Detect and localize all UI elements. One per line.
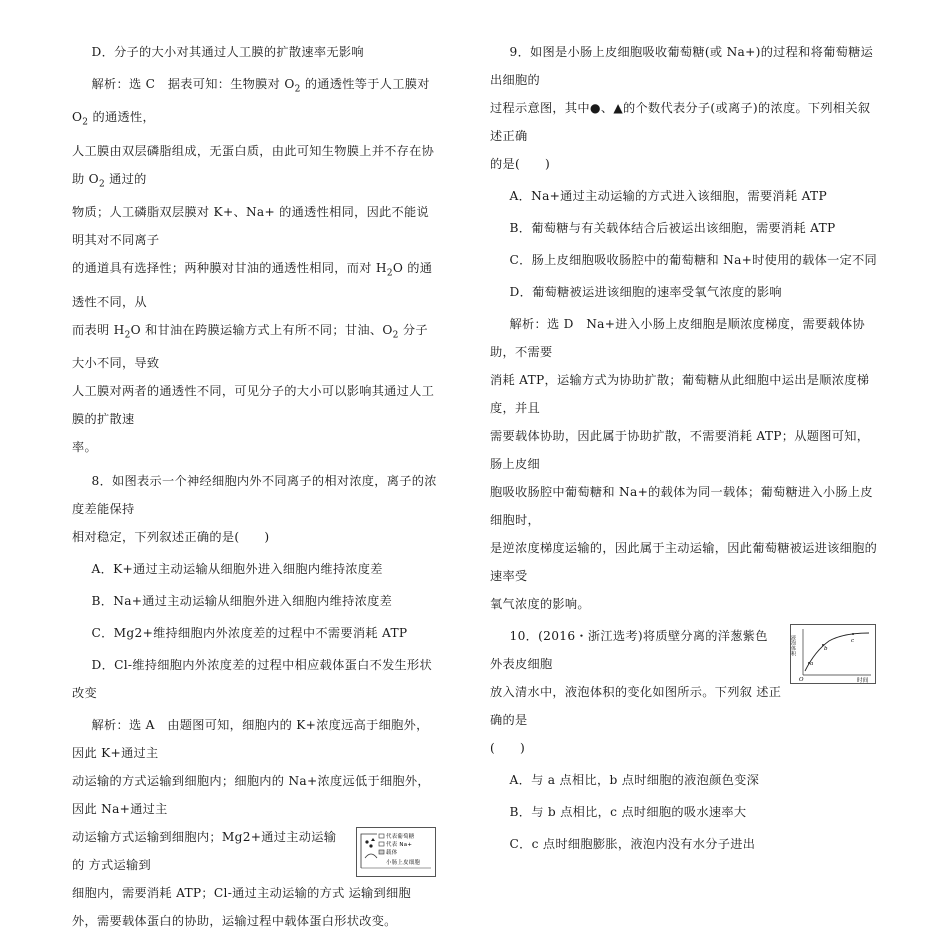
explanation-line: 的通道具有选择性；两种膜对甘油的通透性相同，而对 $H_2O$ 的通透性不同，从 (72, 261, 433, 309)
left-column (72, 38, 440, 935)
q10-option-c: C．c 点时细胞膨胀，液泡内没有水分子进出 (509, 837, 756, 851)
vacuole-volume-diagram (791, 625, 875, 683)
q8-explanation: 动运输的方式运输到细胞内；细胞内的 Na+浓度远低于细胞外，因此 Na+通过主 (72, 774, 430, 817)
explanation-line: 而表明 $H_2O$ 和甘油在跨膜运输方式上有所不同；甘油、$O_2$ 分子大小不同，导致 (72, 322, 428, 371)
question-10-block (490, 622, 880, 762)
q8-explanation: 解析：选 A 由题图可知，细胞内的 K+浓度远高于细胞外，因此 K+通过主 (72, 718, 429, 761)
q9-explanation: 胞吸收肠腔中葡萄糖和 Na+的载体为同一载体；葡萄糖进入小肠上皮细胞时， (490, 485, 873, 527)
question-9: 9．如图是小肠上皮细胞吸收葡萄糖(或 Na+)的过程和将葡萄糖运出细胞的 (490, 45, 874, 87)
explanation-line: 物质；人工磷脂双层膜对 K+、Na+ 的通透性相同，因此不能说明其对不同离子 (72, 205, 430, 248)
q9-explanation: 解析：选 D Na+进入小肠上皮细胞是顺浓度梯度，需要载体协助，不需要 (490, 317, 865, 359)
question-8-cont: 相对稳定，下列叙述正确的是( ) (72, 530, 270, 545)
q9-option-a: A．Na+通过主动运输的方式进入该细胞，需要消耗 ATP (509, 189, 827, 203)
question-8: 8．如图表示一个神经细胞内外不同离子的相对浓度，离子的浓度差能保持 (72, 474, 437, 517)
explanation-line: 解析：选 C 据表可知：生物膜对 $O_2$ 的通透性等于人工膜对 $O_2$ 的通透性， (72, 77, 430, 128)
q9-option-c: C．肠上皮细胞吸收肠腔中的葡萄糖和 Na+时使用的载体一定不同 (509, 253, 878, 267)
svg-text:液泡体积: 液泡体积 (790, 635, 796, 657)
explanation-line: 率。 (72, 440, 97, 455)
q9-option-d: D．葡萄糖被运进该细胞的速率受氧气浓度的影响 (509, 285, 782, 299)
q10-option-a: A．与 a 点相比，b 点时细胞的液泡颜色变深 (509, 773, 760, 787)
option-d-prev: D．分子的大小对其通过人工膜的扩散速率无影响 (91, 45, 364, 59)
svg-text:a: a (810, 661, 814, 667)
cell-transport-figure (356, 827, 436, 877)
right-column (490, 38, 880, 862)
explanation-line: 人工膜由双层磷脂组成，无蛋白质，由此可知生物膜上并不存在协助 $O_2$ 通过的 (72, 143, 435, 190)
q9-explanation: 是逆浓度梯度运输的，因此属于主动运输，因此葡萄糖被运进该细胞的速率受 (490, 541, 878, 583)
svg-text:代表葡萄糖: 代表葡萄糖 (386, 834, 415, 841)
cell-transport-diagram (357, 828, 435, 876)
question-9-cont: 的是( ) (490, 157, 551, 171)
q8-explanation: 细胞内，需要消耗 ATP；Cl-通过主动运输的方式 运输到细胞 (72, 886, 411, 901)
vacuole-volume-graph (790, 624, 876, 684)
q8-explanation: 外，需要载体蛋白的协助，运输过程中载体蛋白形状改变。 (72, 914, 397, 929)
q9-explanation: 氧气浓度的影响。 (490, 597, 590, 611)
q8-option-b: B．Na+通过主动运输从细胞外进入细胞内维持浓度差 (91, 594, 393, 609)
explanation-line: 人工膜对两者的通透性不同，可见分子的大小可以影响其通过人工膜的扩散速 (72, 384, 435, 427)
svg-text:b: b (824, 646, 828, 652)
q8-option-d: D．Cl-维持细胞内外浓度差的过程中相应载体蛋白不发生形状改变 (72, 658, 433, 701)
q9-explanation: 需要载体协助，因此属于协助扩散，不需要消耗 ATP；从题图可知，肠上皮细 (490, 429, 870, 471)
q9-explanation: 消耗 ATP，运输方式为协助扩散；葡萄糖从此细胞中运出是顺浓度梯度，并且 (490, 373, 870, 415)
svg-text:O: O (799, 677, 804, 683)
q8-explanation: 动运输方式运输到细胞内；Mg2+通过主动运输的 方式运输到 (72, 830, 337, 873)
svg-text:c: c (851, 638, 855, 644)
q8-option-c: C．Mg2+维持细胞内外浓度差的过程中不需要消耗 ATP (91, 626, 408, 641)
question-10-cont: 放入清水中，液泡体积的变化如图所示。下列叙 述正确的是 (490, 685, 782, 727)
svg-text:载体: 载体 (386, 850, 398, 857)
question-9-cont: 过程示意图，其中●、▲的个数代表分子(或离子)的浓度。下列相关叙述正确 (490, 101, 871, 143)
svg-text:小肠上皮细胞: 小肠上皮细胞 (386, 860, 421, 867)
q8-explanation-with-figure (72, 823, 440, 935)
q9-option-b: B．葡萄糖与有关载体结合后被运出该细胞，需要消耗 ATP (509, 221, 836, 235)
svg-text:代表 Na+: 代表 Na+ (386, 842, 413, 849)
svg-text:时间: 时间 (857, 678, 869, 684)
question-10-cont: ( ) (490, 741, 526, 755)
q10-option-b: B．与 b 点相比，c 点时细胞的吸水速率大 (509, 805, 747, 819)
q8-option-a: A．K+通过主动运输从细胞外进入细胞内维持浓度差 (91, 562, 383, 577)
question-10: 10．(2016・浙江选考)将质壁分离的洋葱紫色外表皮细胞 (490, 629, 768, 671)
